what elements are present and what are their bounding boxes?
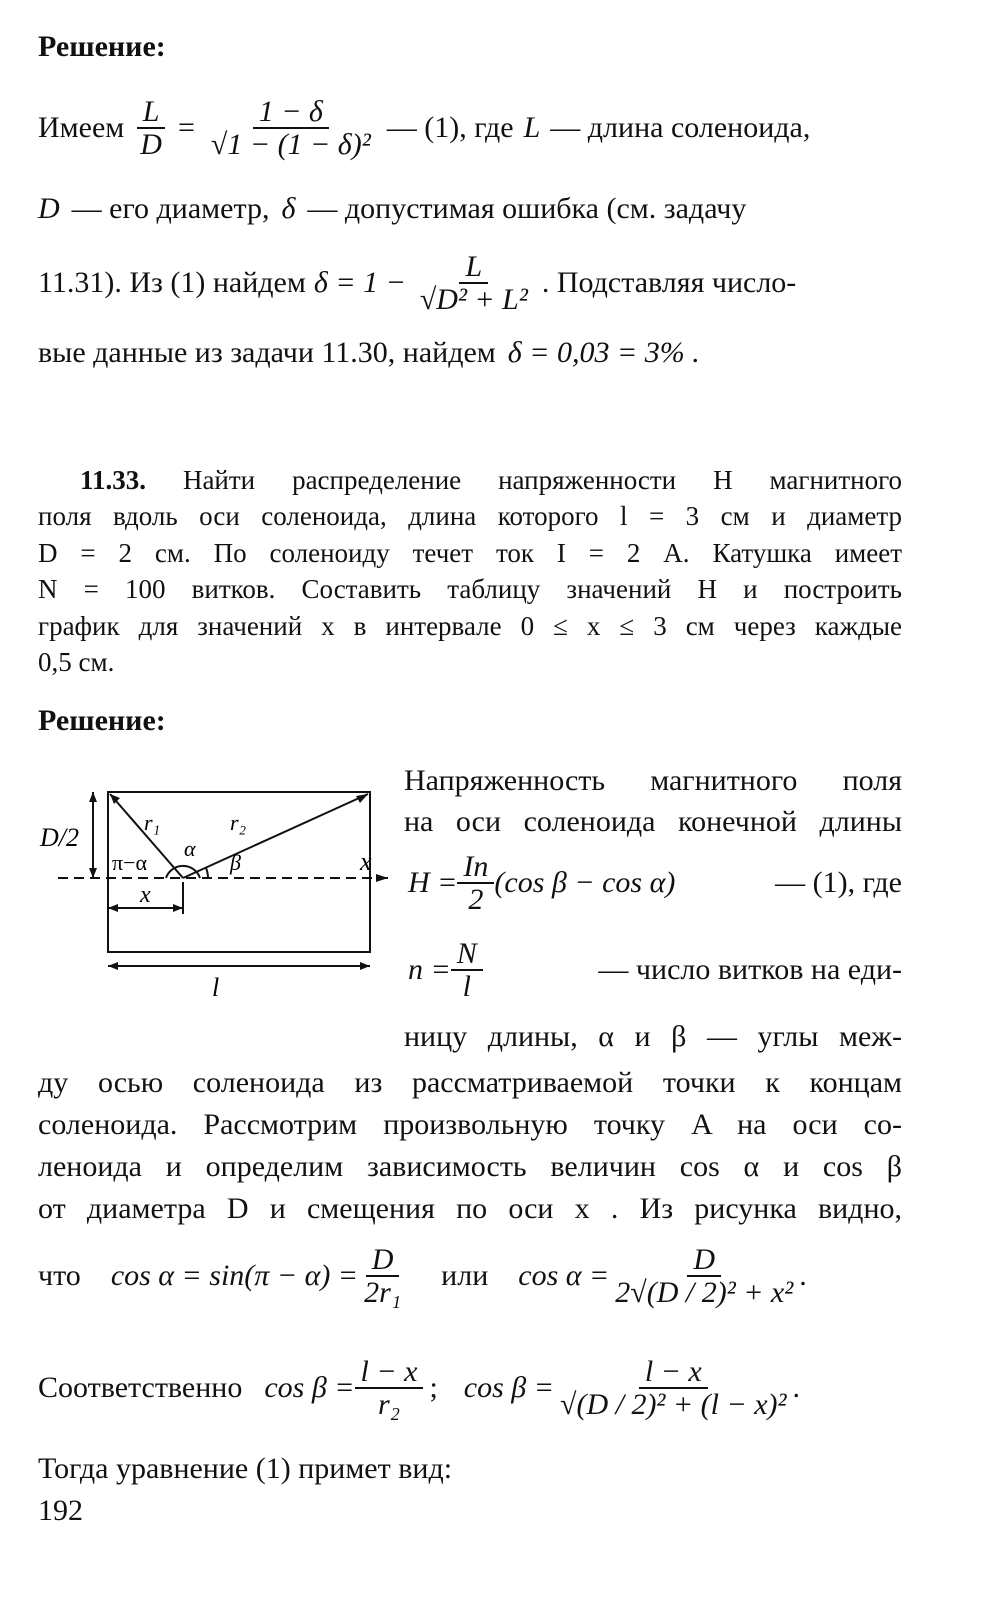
page-number: 192 — [38, 1494, 83, 1527]
label-d2: D/2 — [40, 823, 79, 852]
formula-cos-alpha: что cos α = sin(π − α) = $\frac{D}{\text{2r₁}}$ или cos α = $\frac{D}{\text{2√(D / 2)² + x²}}$ . — [38, 1242, 807, 1309]
label-x: x — [140, 882, 151, 908]
solution-heading-2: Решение: — [38, 704, 166, 737]
fraction-n-over-l: $\frac{N}{l}$ — [451, 938, 483, 1003]
formula-n: n = $\frac{N}{l}$ — число витков на еди- — [408, 936, 902, 1003]
problem-11-33 — [80, 462, 902, 498]
fraction-delta: $\frac{1 - \delta}{\text{√1 − (1 − δ)²}}$ — [210, 94, 371, 161]
fraction-cos-alpha-full: $\frac{D}{\text{2√(D / 2)² + x²}}$ — [615, 1242, 794, 1309]
label-x-axis: x — [360, 847, 372, 876]
problem-body: поля вдоль оси соленоида, длина которого l = 3 см и диаметр D = 2 см. По соленоиду течет ток I = 2 А. Катушка имеет N = 100 витков. Составить таблицу значений H и построить график для значений x в интервале 0 ≤ x ≤ 3 см через каждые 0,5 см. — [38, 501, 902, 677]
text-line-2: D — его диаметр, δ — допустимая ошибка (см. задачу — [38, 192, 747, 225]
fraction-cos-beta-full: $\frac{l - x}{\text{√(D / 2)² + (l − x)²}}$ — [559, 1354, 787, 1421]
formula-h: H = $\frac{In}{2}$ (cos β − cos α) — (1), где — [408, 849, 902, 916]
fraction-delta-solved: $\frac{L}{\text{√D² + L²}}$ — [419, 249, 528, 316]
text-line-4: вые данные из задачи 11.30, найдем δ = 0,03 = 3% . — [38, 336, 700, 369]
label-r1: r₁ — [144, 810, 161, 835]
solenoid-diagram — [38, 770, 388, 1010]
label-beta: β — [230, 850, 241, 875]
text-r5: ницу длины, α и β — углы меж- — [404, 1020, 902, 1053]
problem-line-1: Найти распределение напряженности H магнитного — [182, 465, 903, 495]
text-then: Тогда уравнение (1) примет вид: — [38, 1452, 453, 1485]
angle-beta-arc — [206, 868, 208, 878]
text-have: Имеем — [38, 111, 125, 144]
vector-r2 — [183, 794, 368, 878]
label-pi-minus-alpha: π−α — [112, 850, 148, 875]
formula-cos-beta: Соответственно cos β = $\frac{l - x}{\text{r₂}}$ ; cos β = $\frac{l - x}{\text{√(D / 2)² + (l − x)²}}$ . — [38, 1354, 801, 1421]
problem-number: 11.33. — [80, 465, 147, 495]
formula-line-3: 11.31). Из (1) найдем δ = 1 − $\frac{L}{\text{√D² + L²}}$ . Подставляя число- — [38, 249, 797, 316]
fraction-d-over-2r1: $\frac{D}{\text{2r₁}}$ — [364, 1242, 402, 1309]
right-column: Напряженность магнитного поля на оси соленоида конечной длины — [404, 764, 902, 838]
label-alpha: α — [184, 836, 196, 861]
label-r2: r₂ — [230, 810, 247, 835]
fraction-in-over-2: $\frac{In}{2}$ — [457, 851, 494, 916]
paragraph-main: ду осью соленоида из рассматриваемой точки к концам соленоида. Рассмотрим произвольную точку A на оси со- леноида и определим зависимость величин cos α и cos β от диаметра D и смещения по оси x . Из рисунка видно, — [38, 1066, 902, 1225]
solution-heading-1: Решение: — [38, 30, 166, 63]
formula-line-1: Имеем $\frac{L}{D}$ = $\frac{1 - \delta}{\text{√1 − (1 − δ)²}}$ — (1), где L — длина соленоида, — [38, 94, 811, 161]
fraction-l-over-d: $\frac{L}{D}$ — [134, 96, 168, 161]
label-l: l — [212, 973, 220, 1002]
fraction-l-minus-x-over-r2: $\frac{l - x}{\text{r₂}}$ — [355, 1356, 424, 1421]
